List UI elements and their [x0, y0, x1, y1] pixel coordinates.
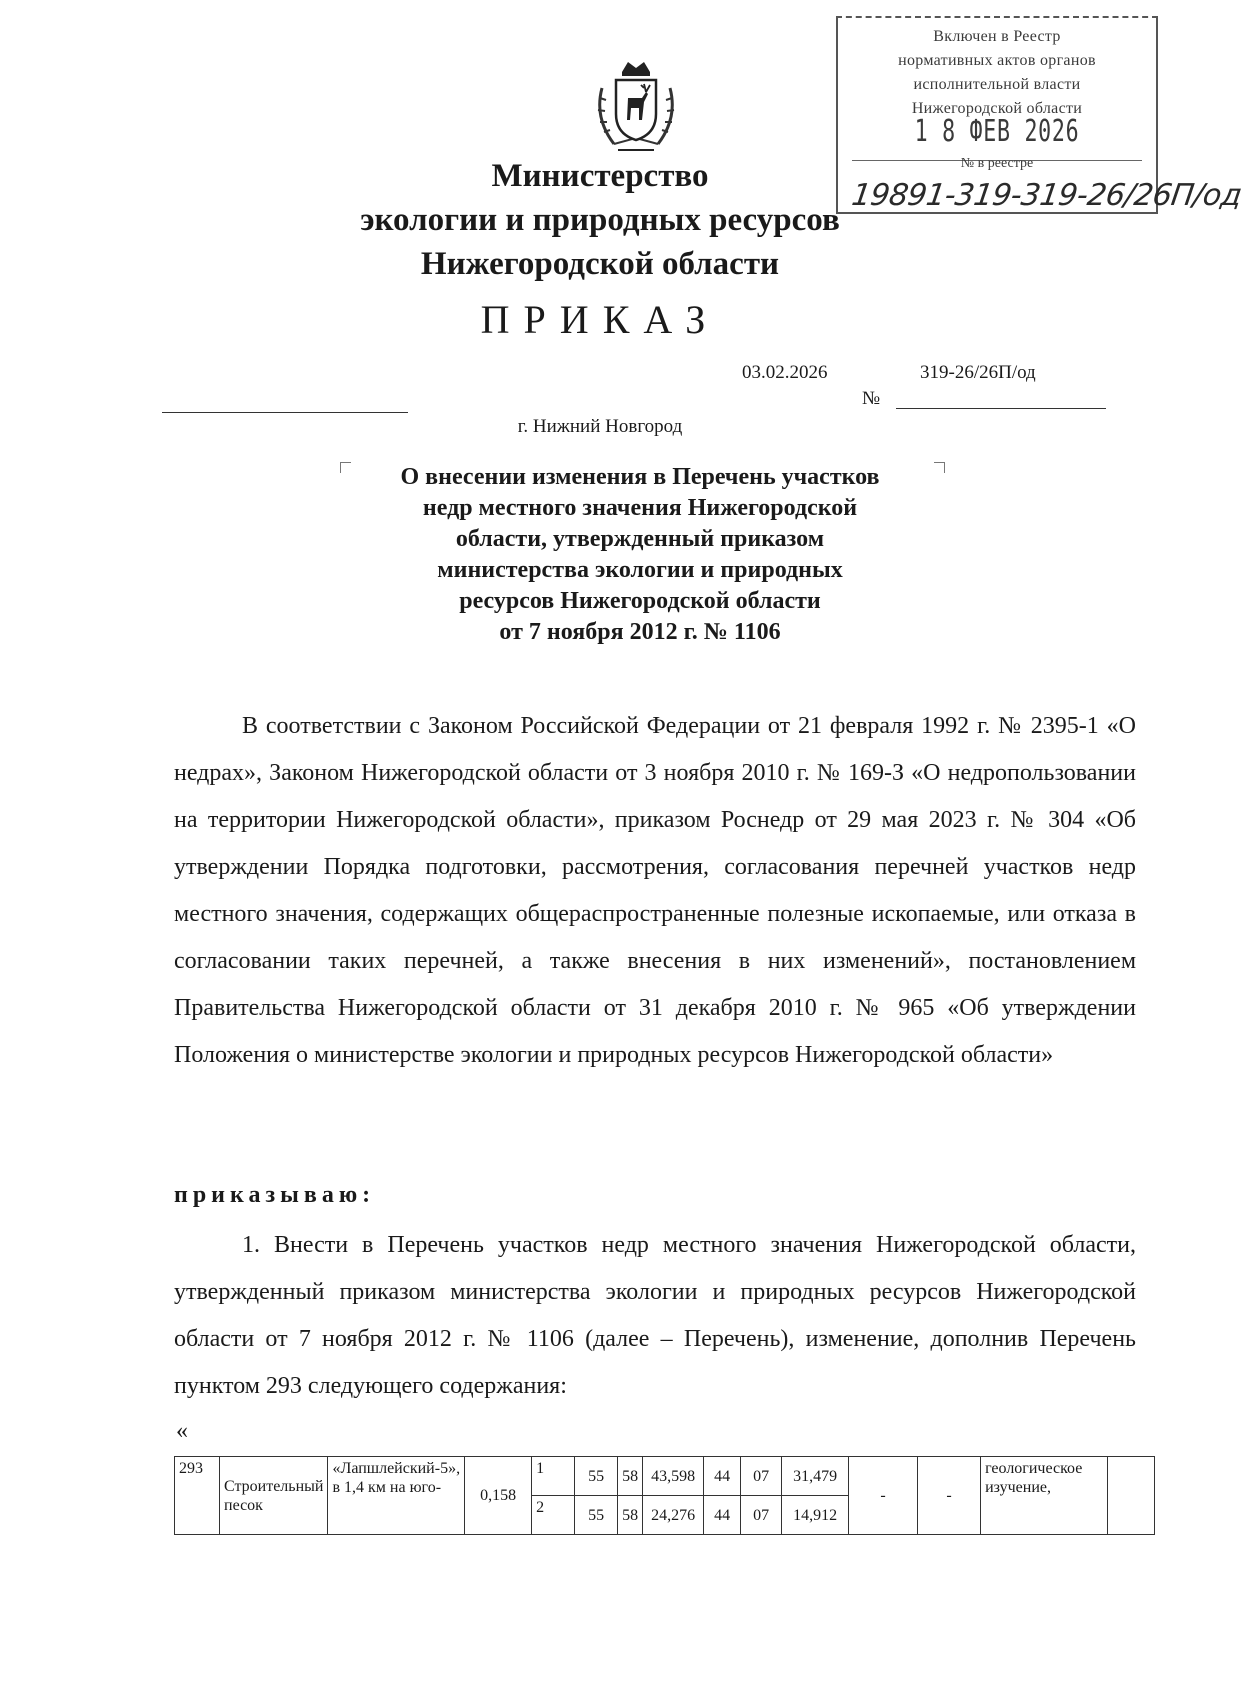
stamp-handwritten-number: 19891-319-319-26/26П/од [849, 178, 1244, 213]
lon-deg-cell: 44 [704, 1496, 741, 1535]
stamp-date: 1 8 ФЕВ 2026 [914, 114, 1080, 149]
lat-sec-cell: 43,598 [643, 1457, 704, 1496]
date-underline [162, 412, 408, 413]
stamp-line-4: Нижегородской области [911, 100, 1083, 117]
item-number-cell: 293 [175, 1457, 220, 1535]
number-sign: № [862, 388, 881, 409]
clause-1-paragraph: 1. Внести в Перечень участков недр местного значения Нижегородской области, утвержденный приказом министерства экологии и природных ресурсов Нижегородской области от 7 ноября 2012 г. № 1106 (далее – Перечень), изменение, дополнив Перечень пунктом 293 следующего содержания: [174, 1232, 1136, 1399]
dash-cell-2: - [918, 1457, 981, 1535]
lat-sec-cell: 24,276 [643, 1496, 704, 1535]
subject-line-3: области, утвержденный приказом [455, 526, 825, 552]
preamble-paragraph: В соответствии с Законом Российской Федерации от 21 февраля 1992 г. № 2395-1 «О недрах», Законом Нижегородской области от 3 ноября 2010 г. № 169-З «О недропользовании на территории Нижегородской области», приказом Роснедр от 29 мая 2023 г. № 304 «Об утверждении Порядка подготовки, рассмотрения, согласования перечней участков недр местного значения, содержащих общераспространенные полезные ископаемые, или отказа в согласовании таких перечней, а также внесения в них изменений», постановлением Правительства Нижегородской области от 31 декабря 2010 г. № 965 «Об утверждении Положения о министерстве экологии и природных ресурсов Нижегородской области» [174, 713, 1136, 1068]
lon-sec-cell: 31,479 [782, 1457, 849, 1496]
opening-quote-mark: « [176, 1418, 188, 1444]
lon-min-cell: 07 [741, 1496, 782, 1535]
lat-deg-cell: 55 [575, 1457, 618, 1496]
ministry-title-line-1: Министерство [491, 158, 709, 194]
site-cell: «Лапшлейский-5», в 1,4 км на юго- [328, 1457, 465, 1535]
subject-line-2: недр местного значения Нижегородской [422, 495, 858, 521]
lat-min-cell: 58 [618, 1496, 643, 1535]
subsoil-sites-table [174, 1456, 1155, 1535]
subject-line-1: О внесении изменения в Перечень участков [400, 464, 880, 490]
empty-cell [1108, 1457, 1155, 1535]
table-row [175, 1457, 1155, 1496]
subject-line-5: ресурсов Нижегородской области [459, 588, 821, 614]
ministry-title-line-3: Нижегородской области [420, 246, 780, 282]
ministry-title-line-2: экологии и природных ресурсов [360, 202, 840, 238]
lon-min-cell: 07 [741, 1457, 782, 1496]
document-number: 319-26/26П/од [920, 362, 1036, 383]
document-date: 03.02.2026 [742, 362, 828, 383]
purpose-cell: геологическое изучение, [981, 1457, 1108, 1535]
stamp-line-1: Включен в Реестр [933, 28, 1061, 45]
dash-cell-1: - [849, 1457, 918, 1535]
subject-line-6: от 7 ноября 2012 г. № 1106 [499, 619, 781, 645]
stamp-line-3: исполнительной власти [913, 76, 1081, 93]
orders-word: приказываю: [174, 1182, 376, 1208]
coat-of-arms-emblem [592, 58, 680, 152]
city-name: г. Нижний Новгород [517, 416, 683, 437]
stamp-line-2: нормативных актов органов [898, 52, 1096, 69]
stamp-registry-label: № в реестре [960, 156, 1034, 171]
number-underline [896, 408, 1106, 409]
lon-sec-cell: 14,912 [782, 1496, 849, 1535]
ministry-title [300, 154, 900, 286]
lat-deg-cell: 55 [575, 1496, 618, 1535]
point-cell: 2 [532, 1496, 575, 1535]
subject-line-4: министерства экологии и природных [437, 557, 843, 583]
lat-min-cell: 58 [618, 1457, 643, 1496]
mineral-cell: Строительный песок [220, 1457, 328, 1535]
document-type-heading: ПРИКАЗ [480, 297, 720, 342]
point-cell: 1 [532, 1457, 575, 1496]
lon-deg-cell: 44 [704, 1457, 741, 1496]
area-cell: 0,158 [465, 1457, 532, 1535]
document-subject [340, 462, 940, 648]
